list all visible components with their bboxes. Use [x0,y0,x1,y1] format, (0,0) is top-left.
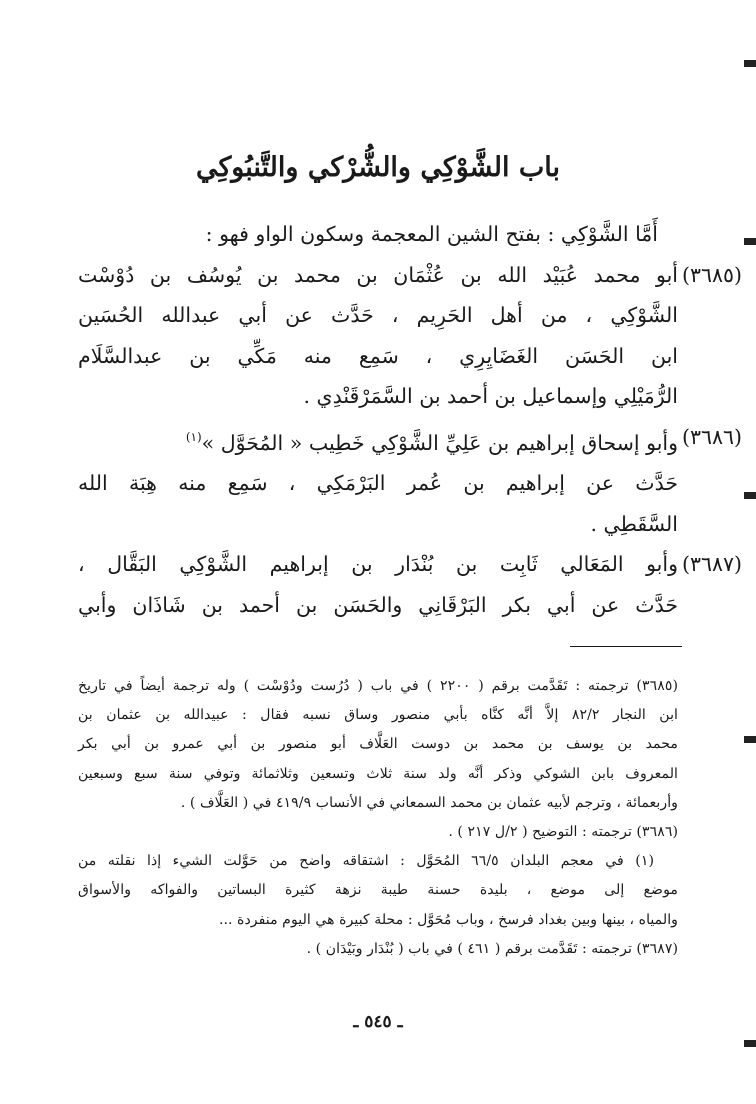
footnote-line: ابن النجار ٨٢/٢ إلاَّ أنَّه كنَّاه بأبي منصور وساق نسبه فقال : عبيدالله بن عثمان بن [78,707,678,724]
footnote-line: موضع إلى موضع ، بليدة حسنة طيبة نزهة كثيرة البساتين والفواكه والأسواق [78,882,678,899]
page-edge-mark [744,238,756,245]
footnote-marker: (١) [185,429,202,444]
footnote-line: (٣٦٨٥) ترجمته : تَقَدَّمت برقم ( ٢٢٠٠ ) في باب ( دُرُست ودُوْسْت ) وله ترجمة أيضاً في تاريخ [78,678,678,694]
entry-line [78,417,678,464]
footnote-line: (٣٦٨٧) ترجمته : تَقَدَّمت برقم ( ٤٦١ ) في باب ( بُنْدَار وبَيْدَان ) . [306,940,678,957]
footnote-line: محمد بن يوسف بن محمد بن دوست العَلَّاف أبو منصور بن أبي عمرو بن أبي بكر [78,736,678,753]
entry-line: الرُّمَيْلِي وإسماعيل بن أحمد بن السَّمَرْقَنْدِي . [303,384,678,408]
footnote-separator [570,646,682,647]
entry-number: (٣٦٨٧) [681,552,742,576]
page-edge-mark [744,492,756,499]
intro-line: أَمَّا الشَّوْكِي : بفتح الشين المعجمة وسكون الواو فهو : [205,222,658,246]
entry-3687 [78,544,742,625]
entry-number: (٣٦٨٥) [681,262,742,287]
footnote-line: (١) في معجم البلدان ٦٦/٥ المُحَوَّل : اشتقاقه واضح من حَوَّلت الشيء إذا نقلته من [78,853,654,870]
entry-line: ابن الحَسَن الغَضَايِرِي ، سَمِع منه مَكِّي بن عبدالسَّلَام [78,343,678,368]
entry-line: حَدَّث عن أبي بكر البَرْقَانِي والحَسَن بن أحمد بن شَاذَان وأبي [78,592,678,617]
footnotes [78,672,678,964]
entry-3685 [78,255,742,417]
entry-line: حَدَّث عن إبراهيم بن عُمر البَرْمَكِي ، سَمِع منه هِبَة الله [78,471,678,495]
footnote-line: (٣٦٨٦) ترجمته : التوضيح ( ٢/ل ٢١٧ ) . [448,824,678,841]
page-edge-mark [744,736,756,743]
footnote-line: وأربعمائة ، وترجم لأبيه عثمان بن محمد السمعاني في الأنساب ٤١٩/٩ في ( العَلَّاف ) . [180,794,678,811]
entry-line-text: وأبو إسحاق إبراهيم بن عَلِيِّ الشَّوْكِي خَطِيب « المُحَوَّل » [201,430,678,455]
entry-3686 [78,417,742,545]
chapter-title: باب الشَّوْكِي والشُّرْكي والتَّنبُوكِي [195,152,561,183]
footnote-line: المعروف بابن الشوكي وذكر أنَّه ولد سنة ثلاث وتسعين وثلاثمائة وتوفي سنة سبع وسبعين [78,765,678,782]
footnote-line: والمياه ، بينها وبين بغداد فرسخ ، وباب مُحَوَّل : محلة كبيرة هي اليوم منفردة ... [219,911,678,928]
main-text [78,214,742,625]
page-number: ـ ٥٤٥ ـ [353,1012,403,1032]
page-edge-mark [744,1040,756,1047]
entry-line: السَّقَطِي . [590,511,678,536]
entry-number: (٣٦٨٦) [681,424,742,449]
entry-line: أبو محمد عُبَيْد الله بن عُثْمَان بن محمد بن يُوسُف بن دُوْسْت [78,262,678,287]
entry-line: وأبو المَعَالي ثَابِت بن بُنْدَار بن إبراهيم الشَّوْكِي البَقَّال ، [78,552,678,576]
page-edge-mark [744,60,756,67]
entry-line: الشَّوْكِي ، من أهل الحَرِيم ، حَدَّث عن أبي عبدالله الحُسَين [78,303,678,327]
